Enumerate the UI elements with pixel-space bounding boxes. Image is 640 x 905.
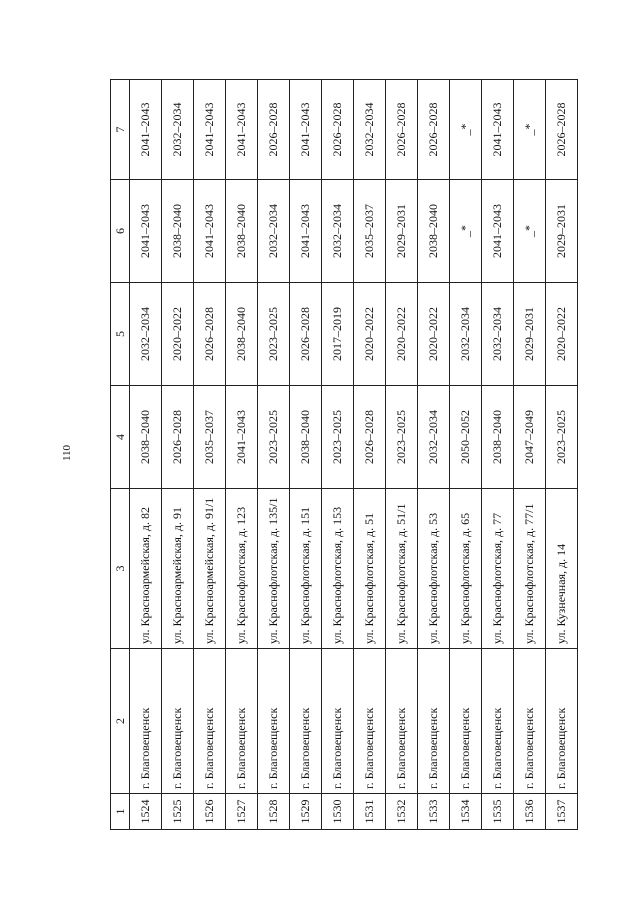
row-number-cell: 1535	[482, 794, 514, 830]
period-col7-cell: _*	[450, 80, 482, 180]
period-col4-cell: 2023–2025	[386, 386, 418, 489]
period-col7-cell: 2041–2043	[290, 80, 322, 180]
address-cell: ул. Краснофлотская, д. 51/1	[386, 489, 418, 649]
city-cell: г. Благовещенск	[354, 649, 386, 794]
period-col4-cell: 2026–2028	[162, 386, 194, 489]
city-cell: г. Благовещенск	[322, 649, 354, 794]
period-col4-cell: 2050–2052	[450, 386, 482, 489]
table-row	[386, 80, 418, 830]
table-row	[194, 80, 226, 830]
table-row	[418, 80, 450, 830]
header-cell: 1	[111, 794, 130, 830]
period-col6-cell: 2032–2034	[322, 180, 354, 283]
table-row	[130, 80, 162, 830]
period-col4-cell: 2038–2040	[290, 386, 322, 489]
period-col5-cell: 2029–2031	[514, 283, 546, 386]
table-container	[110, 80, 605, 830]
row-number-cell: 1524	[130, 794, 162, 830]
period-col4-cell: 2038–2040	[482, 386, 514, 489]
period-col4-cell: 2026–2028	[354, 386, 386, 489]
header-cell: 5	[111, 283, 130, 386]
address-cell: ул. Краснофлотская, д. 151	[290, 489, 322, 649]
period-col6-cell: 2041–2043	[482, 180, 514, 283]
period-col5-cell: 2020–2022	[418, 283, 450, 386]
period-col6-cell: 2041–2043	[130, 180, 162, 283]
period-col5-cell: 2032–2034	[130, 283, 162, 386]
period-col4-cell: 2032–2034	[418, 386, 450, 489]
period-col7-cell: 2041–2043	[194, 80, 226, 180]
city-cell: г. Благовещенск	[194, 649, 226, 794]
table-row	[354, 80, 386, 830]
period-col7-cell: 2026–2028	[418, 80, 450, 180]
city-cell: г. Благовещенск	[450, 649, 482, 794]
period-col5-cell: 2023–2025	[258, 283, 290, 386]
address-cell: ул. Красноармейская, д. 91	[162, 489, 194, 649]
period-col6-cell: 2029–2031	[546, 180, 578, 283]
address-cell: ул. Краснофлотская, д. 53	[418, 489, 450, 649]
row-number-cell: 1532	[386, 794, 418, 830]
period-col7-cell: 2041–2043	[482, 80, 514, 180]
period-col4-cell: 2038–2040	[130, 386, 162, 489]
period-col4-cell: 2035–2037	[194, 386, 226, 489]
header-cell: 2	[111, 649, 130, 794]
period-col4-cell: 2023–2025	[546, 386, 578, 489]
city-cell: г. Благовещенск	[386, 649, 418, 794]
page-number: 110	[61, 444, 73, 462]
address-cell: ул. Краснофлотская, д. 77	[482, 489, 514, 649]
period-col5-cell: 2020–2022	[546, 283, 578, 386]
period-col6-cell: 2038–2040	[226, 180, 258, 283]
period-col5-cell: 2017–2019	[322, 283, 354, 386]
period-col7-cell: 2026–2028	[322, 80, 354, 180]
period-col6-cell: 2032–2034	[258, 180, 290, 283]
address-cell: ул. Красноармейская, д. 82	[130, 489, 162, 649]
period-col7-cell: 2026–2028	[258, 80, 290, 180]
table-row	[290, 80, 322, 830]
period-col6-cell: 2041–2043	[290, 180, 322, 283]
table-row	[226, 80, 258, 830]
period-col4-cell: 2047–2049	[514, 386, 546, 489]
period-col7-cell: 2026–2028	[386, 80, 418, 180]
city-cell: г. Благовещенск	[418, 649, 450, 794]
period-col5-cell: 2026–2028	[290, 283, 322, 386]
city-cell: г. Благовещенск	[546, 649, 578, 794]
address-cell: ул. Краснофлотская, д. 135/1	[258, 489, 290, 649]
table-row	[546, 80, 578, 830]
period-col5-cell: 2038–2040	[226, 283, 258, 386]
period-col7-cell: 2032–2034	[354, 80, 386, 180]
city-cell: г. Благовещенск	[258, 649, 290, 794]
row-number-cell: 1525	[162, 794, 194, 830]
table-row	[514, 80, 546, 830]
address-cell: ул. Краснофлотская, д. 65	[450, 489, 482, 649]
rotated-table-frame	[110, 80, 605, 830]
row-number-cell: 1537	[546, 794, 578, 830]
period-col5-cell: 2020–2022	[354, 283, 386, 386]
period-col7-cell: 2032–2034	[162, 80, 194, 180]
row-number-cell: 1529	[290, 794, 322, 830]
table-row	[482, 80, 514, 830]
period-col5-cell: 2020–2022	[386, 283, 418, 386]
header-cell: 6	[111, 180, 130, 283]
table-header-row	[111, 80, 130, 830]
period-col6-cell: 2035–2037	[354, 180, 386, 283]
period-col6-cell: 2038–2040	[418, 180, 450, 283]
period-col5-cell: 2032–2034	[482, 283, 514, 386]
city-cell: г. Благовещенск	[226, 649, 258, 794]
header-cell: 4	[111, 386, 130, 489]
schedule-table	[110, 79, 578, 830]
table-row	[258, 80, 290, 830]
period-col4-cell: 2023–2025	[258, 386, 290, 489]
city-cell: г. Благовещенск	[290, 649, 322, 794]
table-row	[322, 80, 354, 830]
period-col6-cell: _*	[514, 180, 546, 283]
header-cell: 7	[111, 80, 130, 180]
row-number-cell: 1534	[450, 794, 482, 830]
period-col6-cell: 2029–2031	[386, 180, 418, 283]
city-cell: г. Благовещенск	[162, 649, 194, 794]
period-col7-cell: 2041–2043	[130, 80, 162, 180]
period-col6-cell: _*	[450, 180, 482, 283]
table-row	[450, 80, 482, 830]
header-cell: 3	[111, 489, 130, 649]
period-col5-cell: 2020–2022	[162, 283, 194, 386]
address-cell: ул. Краснофлотская, д. 77/1	[514, 489, 546, 649]
city-cell: г. Благовещенск	[482, 649, 514, 794]
period-col5-cell: 2032–2034	[450, 283, 482, 386]
period-col7-cell: _*	[514, 80, 546, 180]
row-number-cell: 1536	[514, 794, 546, 830]
address-cell: ул. Красноармейская, д. 91/1	[194, 489, 226, 649]
address-cell: ул. Краснофлотская, д. 123	[226, 489, 258, 649]
table-row	[162, 80, 194, 830]
period-col4-cell: 2041–2043	[226, 386, 258, 489]
row-number-cell: 1533	[418, 794, 450, 830]
period-col4-cell: 2023–2025	[322, 386, 354, 489]
row-number-cell: 1531	[354, 794, 386, 830]
period-col7-cell: 2026–2028	[546, 80, 578, 180]
row-number-cell: 1527	[226, 794, 258, 830]
address-cell: ул. Краснофлотская, д. 153	[322, 489, 354, 649]
period-col6-cell: 2041–2043	[194, 180, 226, 283]
row-number-cell: 1526	[194, 794, 226, 830]
city-cell: г. Благовещенск	[130, 649, 162, 794]
address-cell: ул. Краснофлотская, д. 51	[354, 489, 386, 649]
period-col5-cell: 2026–2028	[194, 283, 226, 386]
address-cell: ул. Кузнечная, д. 14	[546, 489, 578, 649]
period-col6-cell: 2038–2040	[162, 180, 194, 283]
row-number-cell: 1528	[258, 794, 290, 830]
row-number-cell: 1530	[322, 794, 354, 830]
city-cell: г. Благовещенск	[514, 649, 546, 794]
period-col7-cell: 2041–2043	[226, 80, 258, 180]
